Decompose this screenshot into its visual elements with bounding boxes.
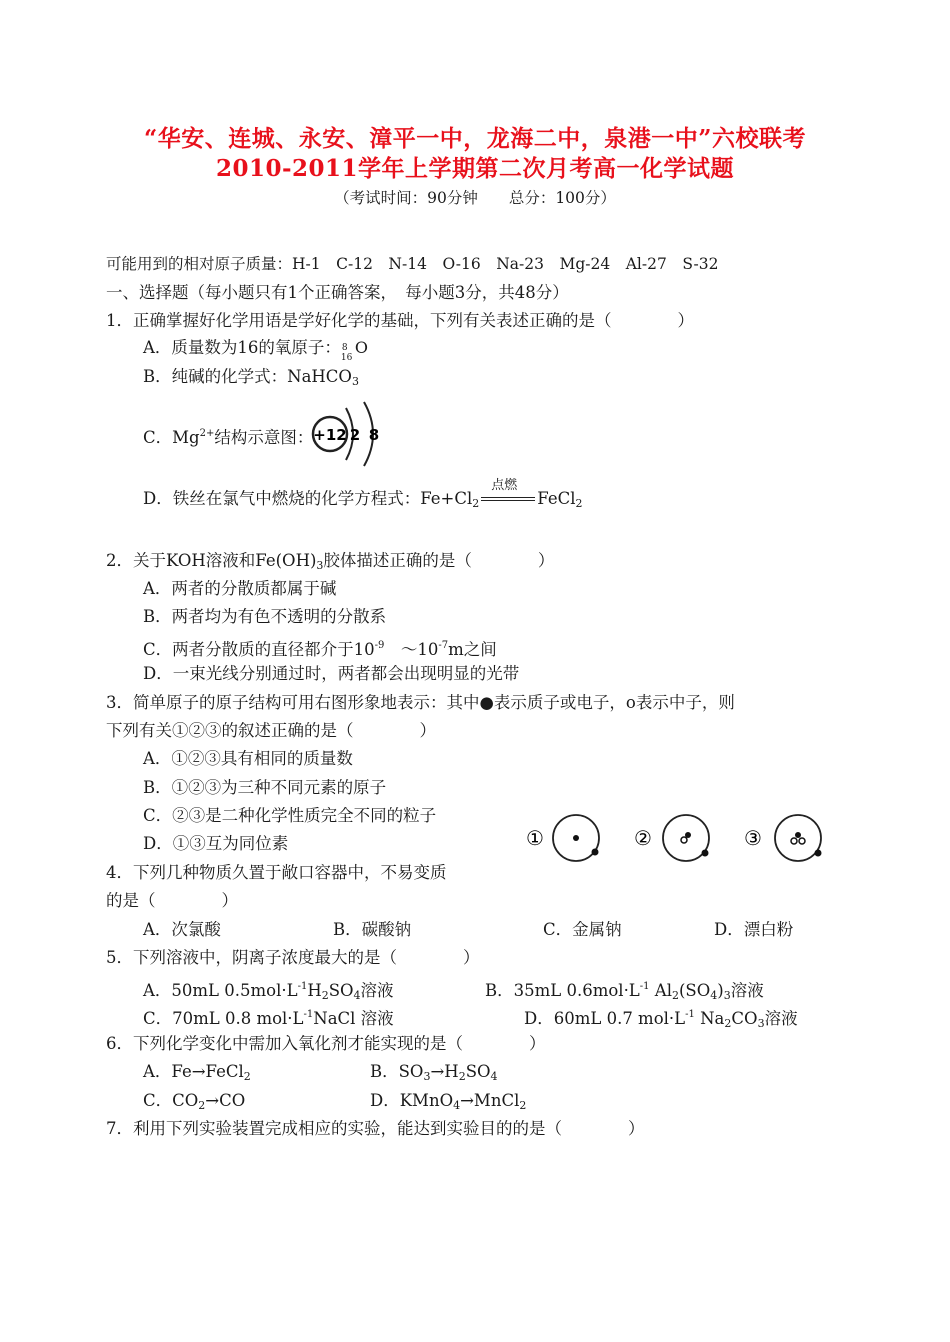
q2-option-d: D．一束光线分别通过时，两者都会出现明显的光带 (143, 664, 520, 683)
q1-option-d: D．铁丝在氯气中燃烧的化学方程式：$Fe+Cl_2$ 点燃 FeCl$_2$ (143, 477, 583, 510)
shell2-electrons: 8 (368, 426, 380, 444)
q1-option-c: C．$Mg^{2+}$结构示意图： (143, 428, 314, 447)
q5-option-d: D．60mL 0.7 $mol\cdot L^{-1}$ $Na_2CO_3$溶液 (524, 1009, 798, 1030)
oxygen-isotope-notation: 8 16 (340, 342, 353, 363)
nucleus-charge: +12 (313, 426, 347, 444)
q5-stem: 5．下列溶液中，阴离子浓度最大的是（ ） (106, 948, 480, 967)
section-heading: 一、选择题（每小题只有1个正确答案， 每小题3分，共48分） (106, 283, 569, 302)
q2-stem: 2．关于KOH溶液和$Fe(OH)_3$胶体描述正确的是（ ） (106, 551, 555, 572)
exam-info: （考试时间：90分钟 总分：100分） (334, 189, 616, 207)
reaction-condition-arrow: 点燃 (479, 489, 537, 511)
q5-option-b: B．35mL $0.6mol\cdot L^{-1}$ $Al_2(SO_4)_3$溶液 (485, 981, 764, 1002)
q2-option-c: C．两者分散质的直径都介于$10^{-9}$ $\sim 10^{-7}m$之间 (143, 640, 497, 659)
atom-label-2: ② (634, 826, 652, 850)
q4-option-a: A．次氯酸 (143, 920, 221, 939)
q6-option-c: C．$CO_2\to CO$ (143, 1091, 246, 1112)
q1-stem: 1．正确掌握好化学用语是学好化学的基础，下列有关表述正确的是（ ） (106, 311, 694, 330)
q5-option-a: A．50mL $0.5mol\cdot L^{-1}H_2SO_4$溶液 (143, 981, 394, 1002)
q3-stem-line2: 下列有关①②③的叙述正确的是（ ） (106, 721, 436, 740)
q6-option-d: D．KMnO$_4$→MnCl$_2$ (370, 1091, 527, 1112)
q4-stem-line2: 的是（ ） (106, 891, 238, 910)
mg-ion-structure-diagram (308, 400, 388, 468)
q1-option-b: B．纯碱的化学式：NaHCO$_3$ (143, 367, 359, 388)
q2-option-a: A．两者的分散质都属于碱 (143, 579, 337, 598)
q2-option-b: B．两者均为有色不透明的分散系 (143, 607, 387, 626)
q3-stem-line1: 3．简单原子的原子结构可用右图形象地表示：其中●表示质子或电子，ο表示中子，则 (106, 693, 735, 712)
q3-option-d: D．①③互为同位素 (143, 834, 289, 853)
shell1-electrons: 2 (349, 426, 361, 444)
q4-option-c: C．金属钠 (543, 920, 622, 939)
atom-label-3: ③ (744, 826, 762, 850)
exam-title-line1: “华安、连城、永安、漳平一中，龙海二中，泉港一中”六校联考 (144, 125, 806, 152)
exam-title-line2: 2010-2011学年上学期第二次月考高一化学试题 (215, 155, 735, 182)
atom-label-1: ① (526, 826, 544, 850)
atomic-masses: 可能用到的相对原子质量：H-1 C-12 N-14 O-16 Na-23 Mg-24 Al-27 S-32 (106, 255, 719, 273)
q6-option-b: B．$SO_3\to H_2SO_4$ (370, 1062, 498, 1083)
q5-option-c: C．70mL 0.8 $mol\cdot L^{-1}NaCl$ 溶液 (143, 1009, 394, 1028)
q6-stem: 6．下列化学变化中需加入氧化剂才能实现的是（ ） (106, 1034, 546, 1053)
q1-option-a: A．质量数为16的氧原子： 8 16 O (143, 338, 369, 363)
q4-option-b: B．碳酸钠 (333, 920, 412, 939)
q4-option-d: D．漂白粉 (714, 920, 794, 939)
q3-option-b: B．①②③为三种不同元素的原子 (143, 778, 387, 797)
q4-stem-line1: 4．下列几种物质久置于敞口容器中，不易变质 (106, 863, 447, 882)
q7-stem: 7．利用下列实验装置完成相应的实验，能达到实验目的的是（ ） (106, 1119, 645, 1138)
q6-option-a: A．Fe→FeCl$_2$ (143, 1062, 251, 1083)
q3-option-a: A．①②③具有相同的质量数 (143, 749, 353, 768)
atom-structure-figure (520, 812, 830, 864)
q3-option-c: C．②③是二种化学性质完全不同的粒子 (143, 806, 437, 825)
